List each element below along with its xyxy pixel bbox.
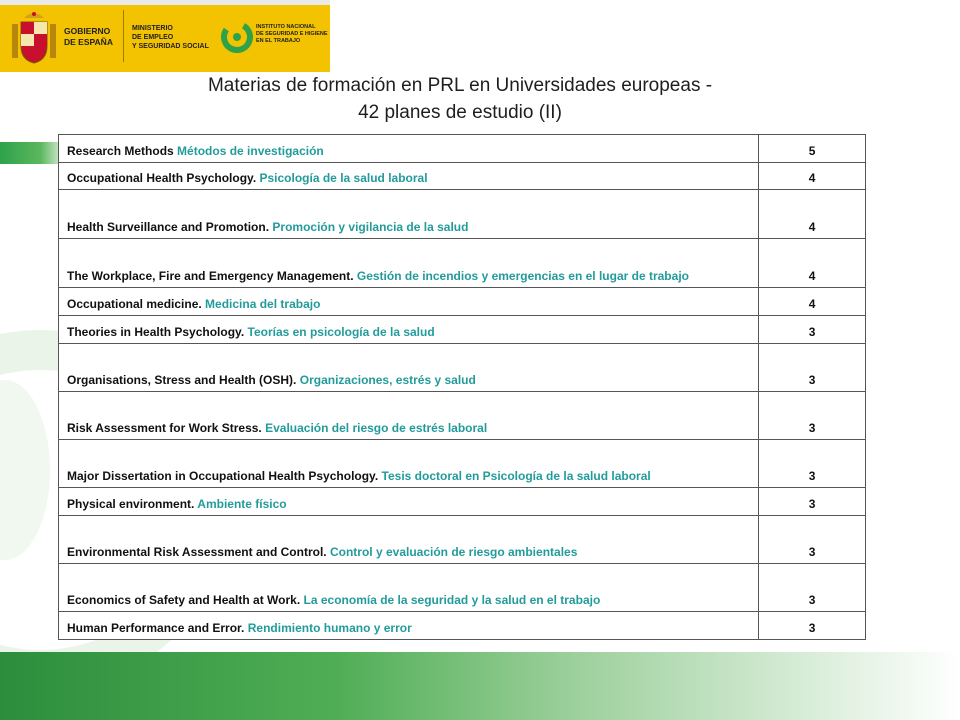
table-row [59,612,866,640]
table-row [59,163,866,190]
government-header [0,0,330,72]
subject-cell [59,190,759,239]
subject-cell [59,239,759,288]
table-row [59,488,866,516]
footer-band [0,652,960,720]
subject-spanish: Psicología de la salud laboral [259,171,428,185]
subject-spanish: Ambiente físico [197,497,287,511]
table-row [59,316,866,344]
subject-english: Health Surveillance and Promotion. [67,220,270,234]
subject-spanish: Gestión de incendios y emergencias en el lugar de trabajo [356,269,689,283]
government-label: GOBIERNO DE ESPAÑA [64,26,113,47]
subjects-table-body [59,135,866,640]
subject-spanish: Control y evaluación de riesgo ambientales [329,545,578,559]
subject-english: Human Performance and Error. [67,621,245,635]
subject-spanish: La economía de la seguridad y la salud en el trabajo [303,593,601,607]
subject-cell [59,612,759,640]
table-row [59,288,866,316]
credits-cell: 4 [759,163,866,190]
institute-label: INSTITUTO NACIONAL DE SEGURIDAD E HIGIENE EN EL TRABAJO [256,24,328,44]
subject-cell [59,316,759,344]
credits-cell: 3 [759,516,866,564]
page-title [150,72,770,126]
subject-english: Environmental Risk Assessment and Control. [67,545,327,559]
subject-spanish: Métodos de investigación [177,144,324,158]
credits-cell: 3 [759,344,866,392]
subject-english: Occupational medicine. [67,297,202,311]
subject-english: Occupational Health Psychology. [67,171,257,185]
subject-english: Major Dissertation in Occupational Health Psychology. [67,469,379,483]
subject-cell [59,392,759,440]
table-row [59,344,866,392]
subject-spanish: Tesis doctoral en Psicología de la salud laboral [381,469,651,483]
credits-cell: 3 [759,316,866,344]
subjects-table [58,134,866,640]
subject-spanish: Rendimiento humano y error [247,621,412,635]
ministry-label: MINISTERIO DE EMPLEO Y SEGURIDAD SOCIAL [132,25,209,50]
green-side-tab [0,142,58,164]
credits-cell: 4 [759,239,866,288]
subject-english: Risk Assessment for Work Stress. [67,421,262,435]
subject-english: The Workplace, Fire and Emergency Management. [67,269,354,283]
insht-logo-icon [220,20,254,54]
table-row [59,135,866,163]
subject-english: Research Methods [67,144,174,158]
subject-cell [59,488,759,516]
header-top-line [0,0,330,5]
credits-cell: 4 [759,288,866,316]
table-row [59,440,866,488]
subject-cell [59,344,759,392]
subject-cell [59,564,759,612]
subject-english: Physical environment. [67,497,195,511]
table-row [59,239,866,288]
subject-english: Organisations, Stress and Health (OSH). [67,373,297,387]
subject-spanish: Evaluación del riesgo de estrés laboral [265,421,488,435]
subject-english: Theories in Health Psychology. [67,325,245,339]
credits-cell: 3 [759,392,866,440]
credits-cell: 4 [759,190,866,239]
subject-cell [59,135,759,163]
title-line-2: 42 planes de estudio (II) [358,102,562,123]
subject-cell [59,288,759,316]
header-divider [123,10,124,62]
table-row [59,516,866,564]
subject-english: Economics of Safety and Health at Work. [67,593,301,607]
credits-cell: 5 [759,135,866,163]
subject-spanish: Organizaciones, estrés y salud [299,373,476,387]
subject-spanish: Teorías en psicología de la salud [247,325,435,339]
subject-spanish: Promoción y vigilancia de la salud [272,220,469,234]
credits-cell: 3 [759,440,866,488]
table-row [59,190,866,239]
subject-cell [59,163,759,190]
table-row [59,392,866,440]
credits-cell: 3 [759,488,866,516]
title-line-1: Materias de formación en PRL en Universidades europeas - [207,75,713,96]
credits-cell: 3 [759,564,866,612]
subject-cell [59,440,759,488]
credits-cell: 3 [759,612,866,640]
subject-spanish: Medicina del trabajo [205,297,321,311]
coat-of-arms-icon [8,8,60,66]
table-row [59,564,866,612]
subject-cell [59,516,759,564]
